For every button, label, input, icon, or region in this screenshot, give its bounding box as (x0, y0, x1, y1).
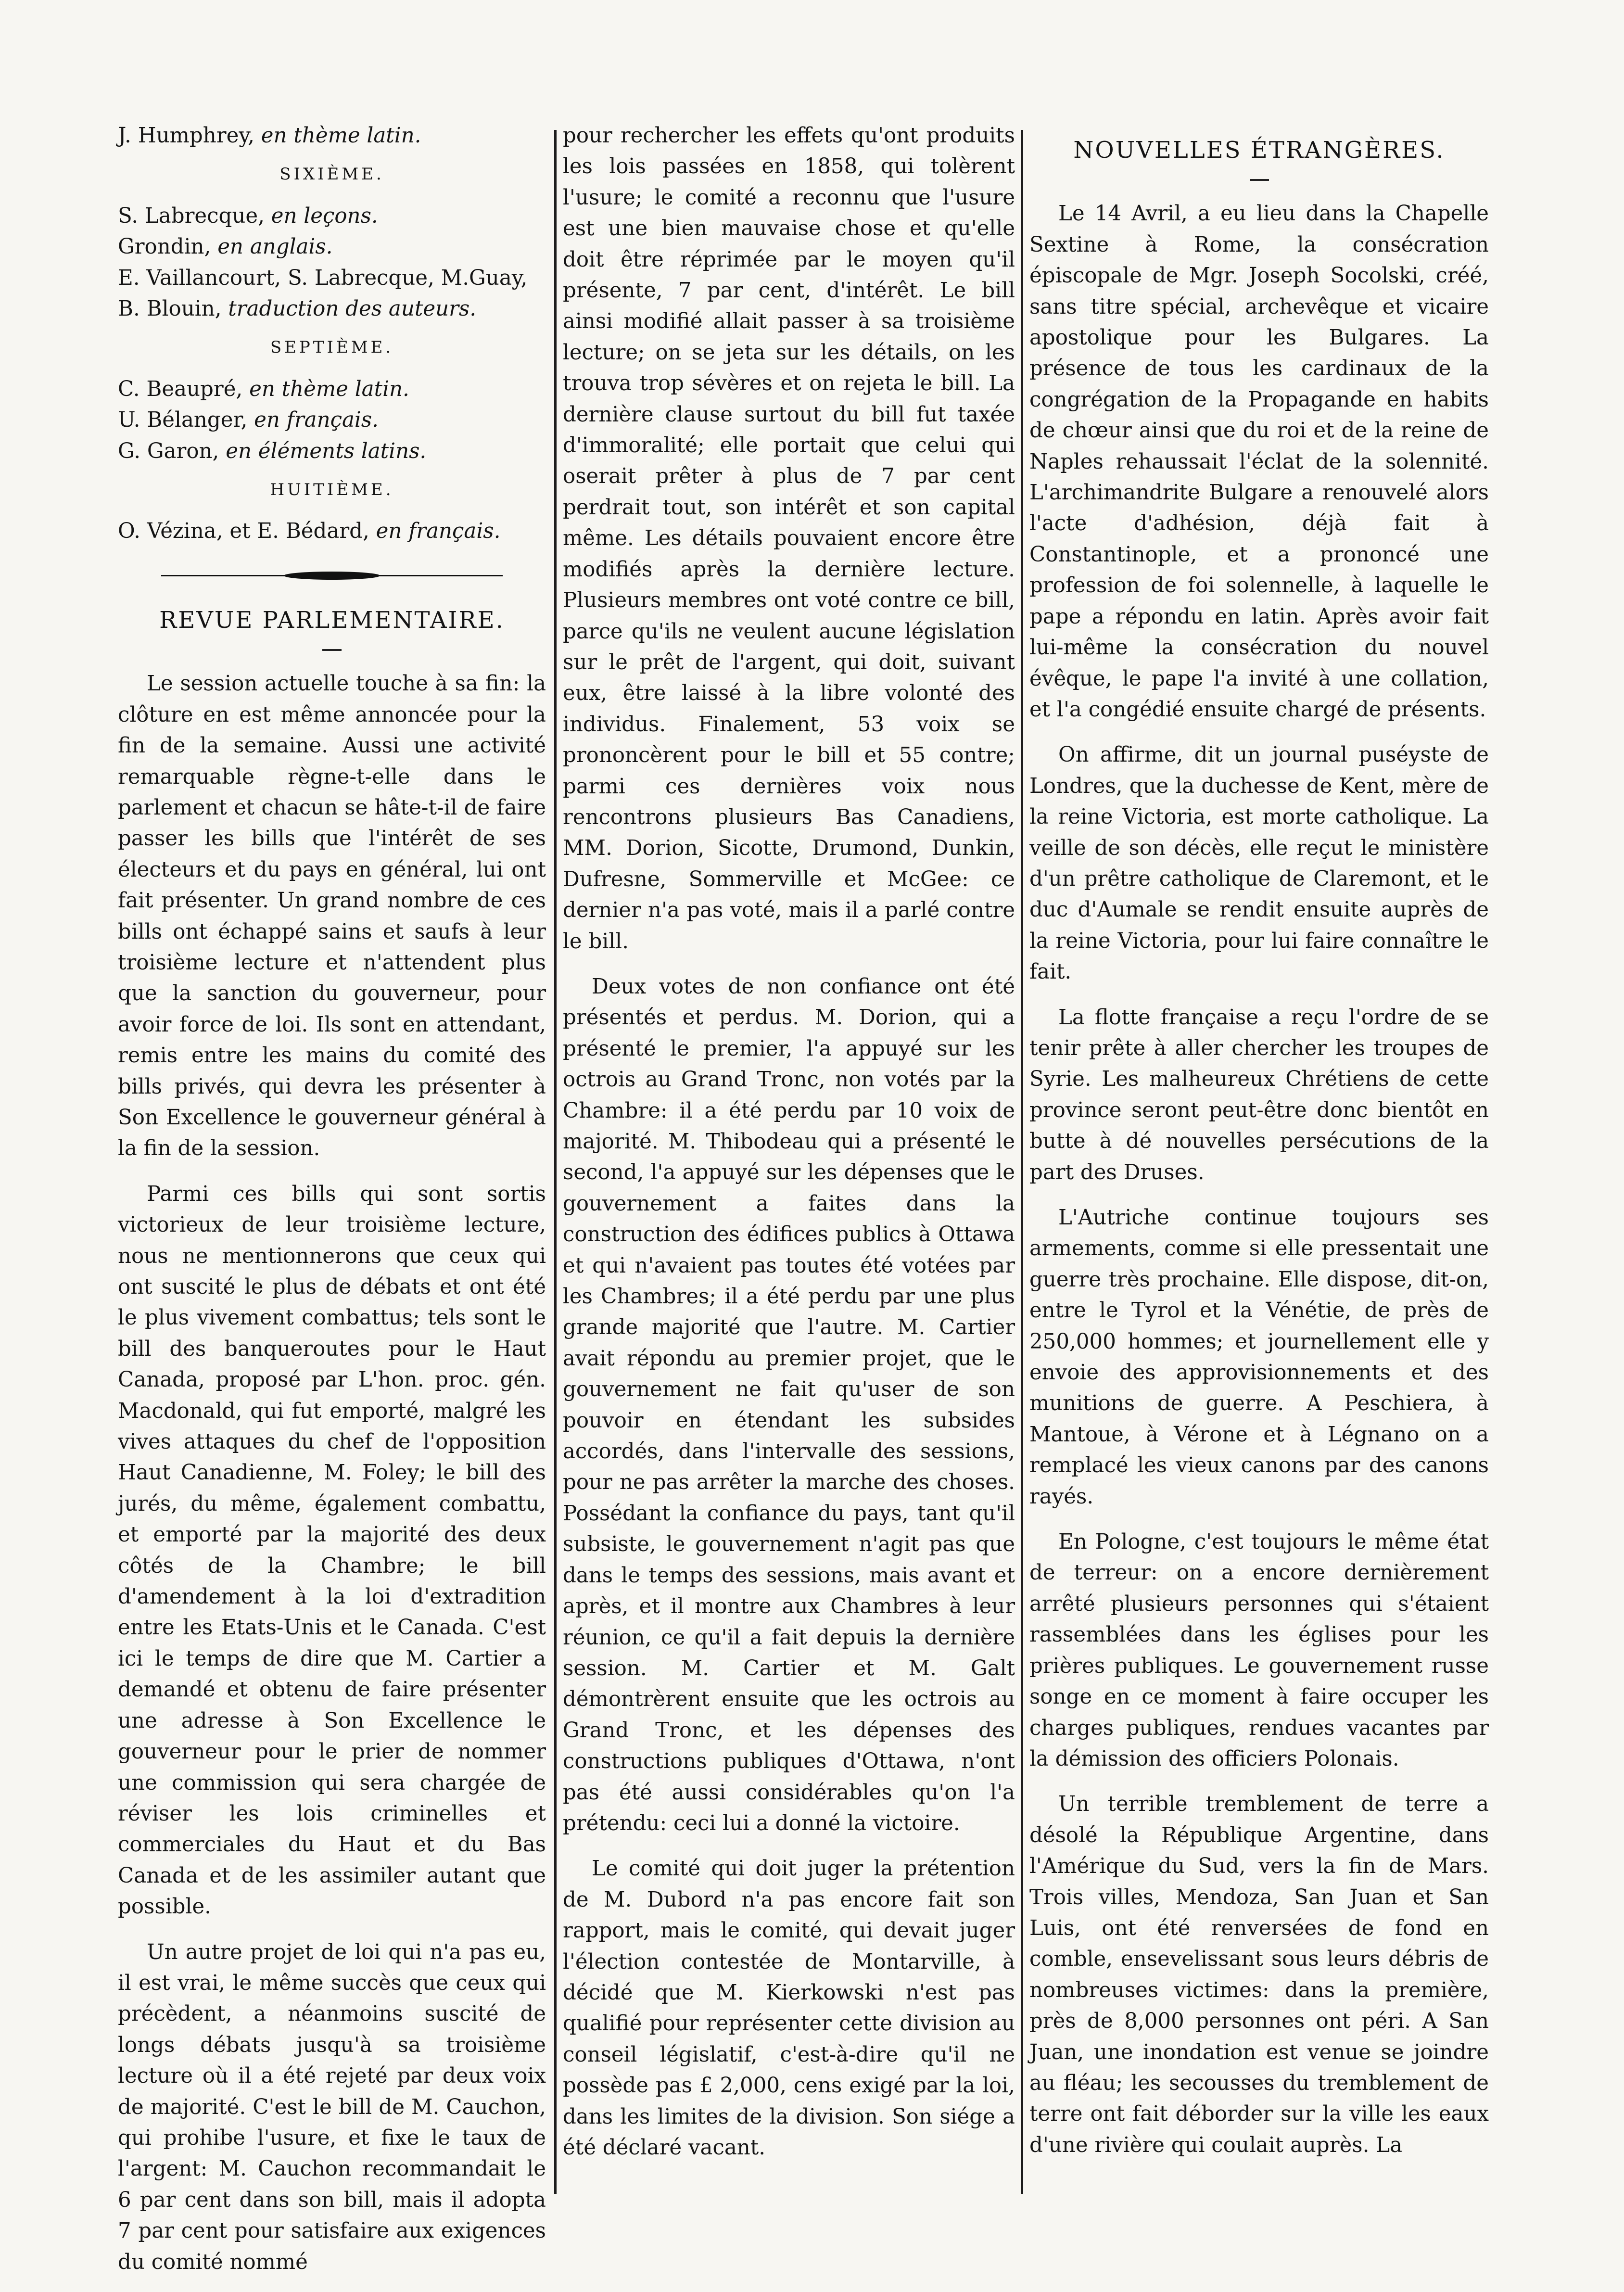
article-paragraph: pour rechercher les effets qu'ont produits les lois passées en 1858, qui tolèrent l'usure; le comité a reconnu que l'usure est une bien mauvaise chose et qu'elle doit être réprimée par le moyen qu'il présente, 7 par cent, d'intérêt. Le bill ainsi modifié allait passer à sa troisième lecture; on se jeta sur les détails, on les trouva trop sévères et on rejeta le bill. La dernière clause surtout du bill fut taxée d'immoralité; elle portait que celui qui oserait prêter à plus de 7 par cent perdrait tout, son intérêt et son capital même. Les détails pouvaient encore être modifiés après la dernière lecture. Plusieurs membres ont voté contre ce bill, parce qu'ils ne veulent aucune législation sur le prêt de l'argent, qui doit, suivant eux, être laissé à la libre volonté des individus. Finalement, 53 voix se prononcèrent pour le bill et 55 contre; parmi ces dernières voix nous rencontrons plusieurs Bas Canadiens, MM. Dorion, Sicotte, Drumond, Dunkin, Dufresne, Sommerville et McGee: ce dernier n'a pas voté, mais il a parlé contre le bill. (563, 124, 1015, 954)
prize-name: G. Garon, (118, 439, 219, 463)
prize-line (118, 201, 546, 231)
heading-dash (322, 649, 342, 651)
article-paragraph: Parmi ces bills qui sont sortis victorieux de leur troisième lecture, nous ne mentionnerons que ceux qui ont suscité le plus de débats et ont été le plus vivement combattus; tels sont le bill des banqueroutes pour le Haut Canada, proposé par L'hon. proc. gén. Macdonald, qui fut emporté, malgré les vives attaques du chef de l'opposition Haut Canadienne, M. Foley; le bill des jurés, du même, également combattu, et emporté par la majorité des deux côtés de la Chambre; le bill d'amendement à la loi d'extradition entre les Etats-Unis et le Canada. C'est ici le temps de dire que M. Cartier a demandé et obtenu de faire présenter une adresse à Son Excellence le gouverneur pour le prier de nommer une commission qui sera chargée de réviser les lois criminelles et commerciales du Haut et du Bas Canada et de les assimiler autant que possible. (118, 1182, 546, 1919)
prize-subject: en anglais. (217, 235, 333, 259)
article-paragraph: Le 14 Avril, a eu lieu dans la Chapelle Sextine à Rome, la consécration épiscopale de Mgr. Joseph Socolski, créé, sans titre spécial, archevêque et vicaire apostolique pour les Bulgares. La présence de tous les cardinaux de la congrégation de la Propagande en habits de chœur ainsi que du roi et de la reine de Naples rehaussait l'éclat de la solennité. L'archimandrite Bulgare a renouvelé alors l'acte d'adhésion, déjà fait à Constantinople, et a prononcé une profession de foi solennelle, à laquelle le pape a répondu en latin. Après avoir fait lui-même la consécration du nouvel évêque, le pape l'a invité à une collation, et l'a congédié ensuite chargé de présents. (1029, 202, 1489, 722)
column-rule-right (1021, 130, 1023, 2194)
prize-line (118, 374, 546, 405)
article-paragraph: L'Autriche continue toujours ses armements, comme si elle pressentait une guerre très prochaine. Elle dispose, dit-on, entre le Tyrol et la Vénétie, de près de 250,000 hommes; et journellement elle y envoie des approvisionnements et des munitions de guerre. A Peschiera, à Mantoue, à Vérone et à Légnano on a remplacé les vieux canons par des canons rayés. (1029, 1206, 1489, 1509)
prize-list-septieme (118, 374, 546, 467)
prize-subject: traduction des auteurs. (228, 297, 477, 321)
prize-subject: en thème latin. (249, 377, 409, 401)
article-paragraph: La flotte française a reçu l'ordre de se tenir prête à aller chercher les troupes de Syrie. Les malheureux Chrétiens de cette province seront peut-être donc bientôt en butte à dé nouvelles persécutions de la part des Druses. (1029, 1005, 1489, 1184)
section-heading-nouvelles-etrangeres: NOUVELLES ÉTRANGÈRES. (1073, 137, 1445, 164)
rank-sixieme: SIXIÈME. (279, 165, 384, 184)
prize-line (118, 516, 546, 547)
prize-list-top (118, 120, 546, 151)
prize-subject: en thème latin. (261, 124, 421, 148)
prize-name: B. Blouin, (118, 297, 222, 321)
middle-column (563, 120, 1015, 2177)
prize-line (118, 436, 546, 467)
article-paragraph: Le comité qui doit juger la prétention de M. Dubord n'a pas encore fait son rapport, mais le comité, qui devait juger l'élection contestée de Montarville, à décidé que M. Kierkowski n'est pas qualifié pour représenter cette division au conseil législatif, c'est-à-dire qu'il ne possède pas £ 2,000, cens exigé par la loi, dans les limites de la division. Son siége a été déclaré vacant. (563, 1857, 1015, 2160)
article-paragraph: On affirme, dit un journal puséyste de Londres, que la duchesse de Kent, mère de la reine Victoria, est morte catholique. La veille de son décès, elle reçut le ministère d'un prêtre catholique de Claremont, et le duc d'Aumale se rendit ensuite auprès de la reine Victoria, pour lui faire connaître le fait. (1029, 743, 1489, 984)
prize-name: C. Beaupré, (118, 377, 243, 401)
ornamental-rule (118, 566, 546, 586)
prize-list-sixieme (118, 201, 546, 325)
article-paragraph: Le session actuelle touche à sa fin: la clôture en est même annoncée pour la fin de la semaine. Aussi une activité remarquable règne-t-elle dans le parlement et chacun se hâte-t-il de faire passer les bills que l'intérêt de ses électeurs et du pays en général, lui ont fait présenter. Un grand nombre de ces bills ont échappé sains et saufs à leur troisième lecture et n'attendent plus que la sanction du gouverneur, pour avoir force de loi. Ils sont en attendant, remis entre les mains du comité des bills privés, qui devra les présenter à Son Excellence le gouverneur général à la fin de la session. (118, 672, 546, 1161)
heading-dash (1250, 179, 1269, 181)
prize-subject: en leçons. (271, 204, 378, 228)
prize-line (118, 120, 546, 151)
column-rule-left (554, 130, 557, 2194)
prize-line (118, 231, 546, 262)
rank-huitieme: HUITIÈME. (270, 480, 394, 500)
article-paragraph: Un autre projet de loi qui n'a pas eu, il est vrai, le même succès que ceux qui précèdent, a néanmoins suscité de longs débats jusqu'à sa troisième lecture où il a été rejeté par deux voix de majorité. C'est le bill de M. Cauchon, qui prohibe l'usure, et fixe le taux de l'argent: M. Cauchon recommandait le 6 par cent dans son bill, mais il adopta 7 par cent pour satisfaire aux exigences du comité nommé (118, 1940, 546, 2274)
right-column (1029, 120, 1489, 2175)
left-column (118, 120, 546, 2292)
prize-name: S. Labrecque, (118, 204, 265, 228)
article-paragraph: Un terrible tremblement de terre a désolé la République Argentine, dans l'Amérique du Sud, vers la fin de Mars. Trois villes, Mendoza, San Juan et San Luis, ont été renversées de fond en comble, ensevelissant sous leurs débris de nombreuses victimes: dans la première, près de 8,000 personnes ont péri. A San Juan, une inondation est venue se joindre au fléau; les secousses du tremblement de terre ont fait déborder sur la ville les eaux d'une rivière qui coulait auprès. La (1029, 1792, 1489, 2157)
rank-septieme: SEPTIÈME. (270, 338, 394, 357)
prize-subject: en français. (254, 408, 379, 433)
prize-subject: en français. (376, 519, 501, 544)
prize-name: U. Bélanger, (118, 408, 248, 433)
prize-name: E. Vaillancourt, S. Labrecque, M.Guay, (118, 266, 528, 290)
prize-name: Grondin, (118, 235, 211, 259)
prize-subject: en éléments latins. (226, 439, 427, 463)
prize-line (118, 405, 546, 435)
prize-line (118, 263, 546, 293)
prize-list-huitieme (118, 516, 546, 547)
prize-name: O. Vézina, et E. Bédard, (118, 519, 369, 544)
article-paragraph: Deux votes de non confiance ont été présentés et perdus. M. Dorion, qui a présenté le premier, l'a appuyé sur les octrois au Grand Tronc, non votés par la Chambre: il a été perdu par 10 voix de majorité. M. Thibodeau qui a présenté le second, l'a appuyé sur les dépenses que le gouvernement a faites dans la construction des édifices publics à Ottawa et qui n'avaient pas toutes été votées par les Chambres; il a été perdu par une plus grande majorité que l'autre. M. Cartier avait répondu au premier projet, que le gouvernement ne fait qu'user de son pouvoir en étendant les subsides accordés, dans l'intervalle des sessions, pour ne pas arrêter la marche des choses. Possédant la confiance du pays, tant qu'il subsiste, le gouvernement n'agit pas que dans le temps des sessions, mais avant et après, et il montre aux Chambres à leur réunion, ce qu'il a fait depuis la dernière session. M. Cartier et M. Galt démontrèrent ensuite que les octrois au Grand Tronc, et les dépenses des constructions publiques d'Ottawa, n'ont pas été aussi considérables qu'on l'a prétendu: ceci lui a donné la victoire. (563, 974, 1015, 1835)
article-paragraph: En Pologne, c'est toujours le même état de terreur: on a encore dernièrement arrêté plusieurs personnes qui s'étaient rassemblées dans les églises pour les prières publiques. Le gouvernement russe songe en ce moment à faire occuper les charges publiques, rendues vacantes par la démission des officiers Polonais. (1029, 1530, 1489, 1771)
section-heading-revue-parlementaire: REVUE PARLEMENTAIRE. (159, 606, 505, 634)
prize-line (118, 293, 546, 324)
prize-name: J. Humphrey, (118, 124, 254, 148)
